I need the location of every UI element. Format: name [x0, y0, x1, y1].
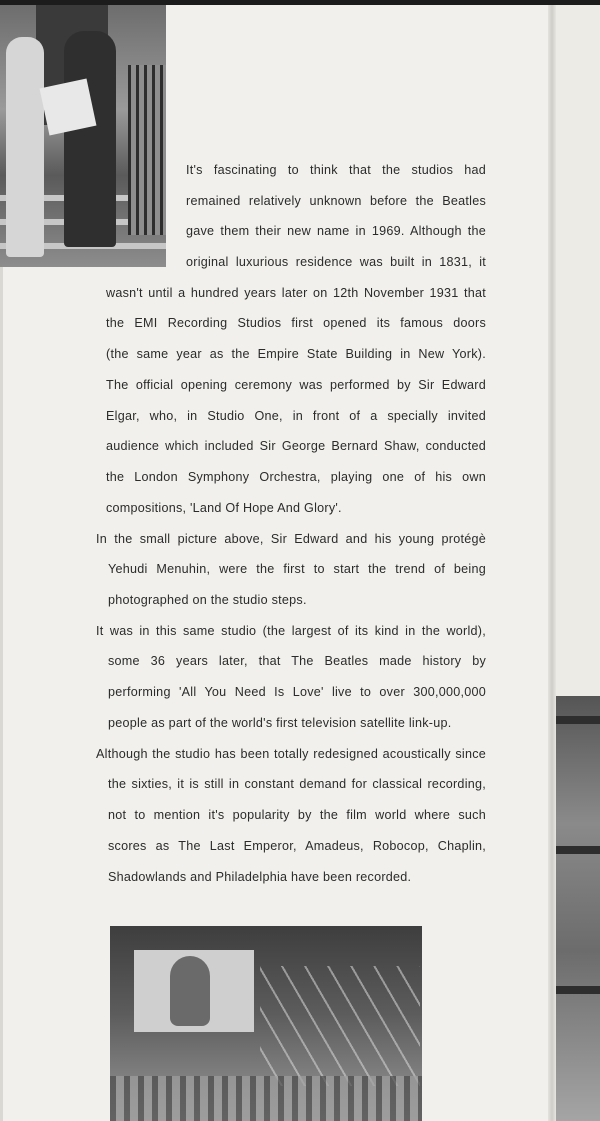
- text-line: scores as The Last Emperor, Amadeus, Robocop, Chaplin,: [108, 839, 486, 853]
- text-line: audience which included Sir George Bernard Shaw, conducted: [106, 439, 486, 453]
- text-line: The official opening ceremony was performed by Sir Edward: [106, 378, 486, 392]
- text-line: compositions, 'Land Of Hope And Glory'.: [106, 501, 342, 515]
- text-line: Yehudi Menuhin, were the first to start the trend of being: [108, 562, 486, 576]
- text-line: photographed on the studio steps.: [108, 593, 307, 607]
- photo-chairs: [110, 1076, 422, 1121]
- photo-studio-orchestra: [110, 926, 422, 1121]
- text-line: the London Symphony Orchestra, playing one of his own: [106, 470, 486, 484]
- text-line: It was in this same studio (the largest of its kind in the world),: [96, 624, 486, 638]
- photo-mic-stands: [260, 966, 420, 1086]
- text-line: remained relatively unknown before the Beatles: [186, 194, 486, 208]
- text-line: wasn't until a hundred years later on 12th November 1931 that: [106, 286, 486, 300]
- photo-elgar-menuhin-steps: [0, 5, 166, 267]
- text-line: not to mention it's popularity by the film world where such: [108, 808, 486, 822]
- text-line: In the small picture above, Sir Edward and his young protégè: [96, 532, 486, 546]
- text-line: gave them their new name in 1969. Although the: [186, 224, 486, 238]
- text-line: original luxurious residence was built in 1831, it: [186, 255, 486, 269]
- photo-railing: [128, 65, 166, 235]
- photo-figure-elder: [64, 31, 116, 247]
- text-line: the sixties, it is still in constant demand for classical recording,: [108, 777, 486, 791]
- photo-detail: [556, 716, 600, 724]
- photo-figure-young: [6, 37, 44, 257]
- text-line: some 36 years later, that The Beatles made history by: [108, 654, 486, 668]
- photo-facing-page: [556, 696, 600, 1121]
- text-line: performing 'All You Need Is Love' live to over 300,000,000: [108, 685, 486, 699]
- photo-screen-figure: [170, 956, 210, 1026]
- text-line: Elgar, who, in Studio One, in front of a specially invited: [106, 409, 486, 423]
- text-line: It's fascinating to think that the studios had: [186, 163, 486, 177]
- text-line: (the same year as the Empire State Building in New York).: [106, 347, 486, 361]
- photo-detail: [556, 846, 600, 854]
- photo-sheet-music: [40, 79, 97, 136]
- photo-detail: [556, 986, 600, 994]
- text-line: the EMI Recording Studios first opened its famous doors: [106, 316, 486, 330]
- text-line: Although the studio has been totally redesigned acoustically since: [96, 747, 486, 761]
- text-line: people as part of the world's first television satellite link-up.: [108, 716, 452, 730]
- book-spine-fold: [548, 5, 556, 1121]
- text-line: Shadowlands and Philadelphia have been recorded.: [108, 870, 412, 884]
